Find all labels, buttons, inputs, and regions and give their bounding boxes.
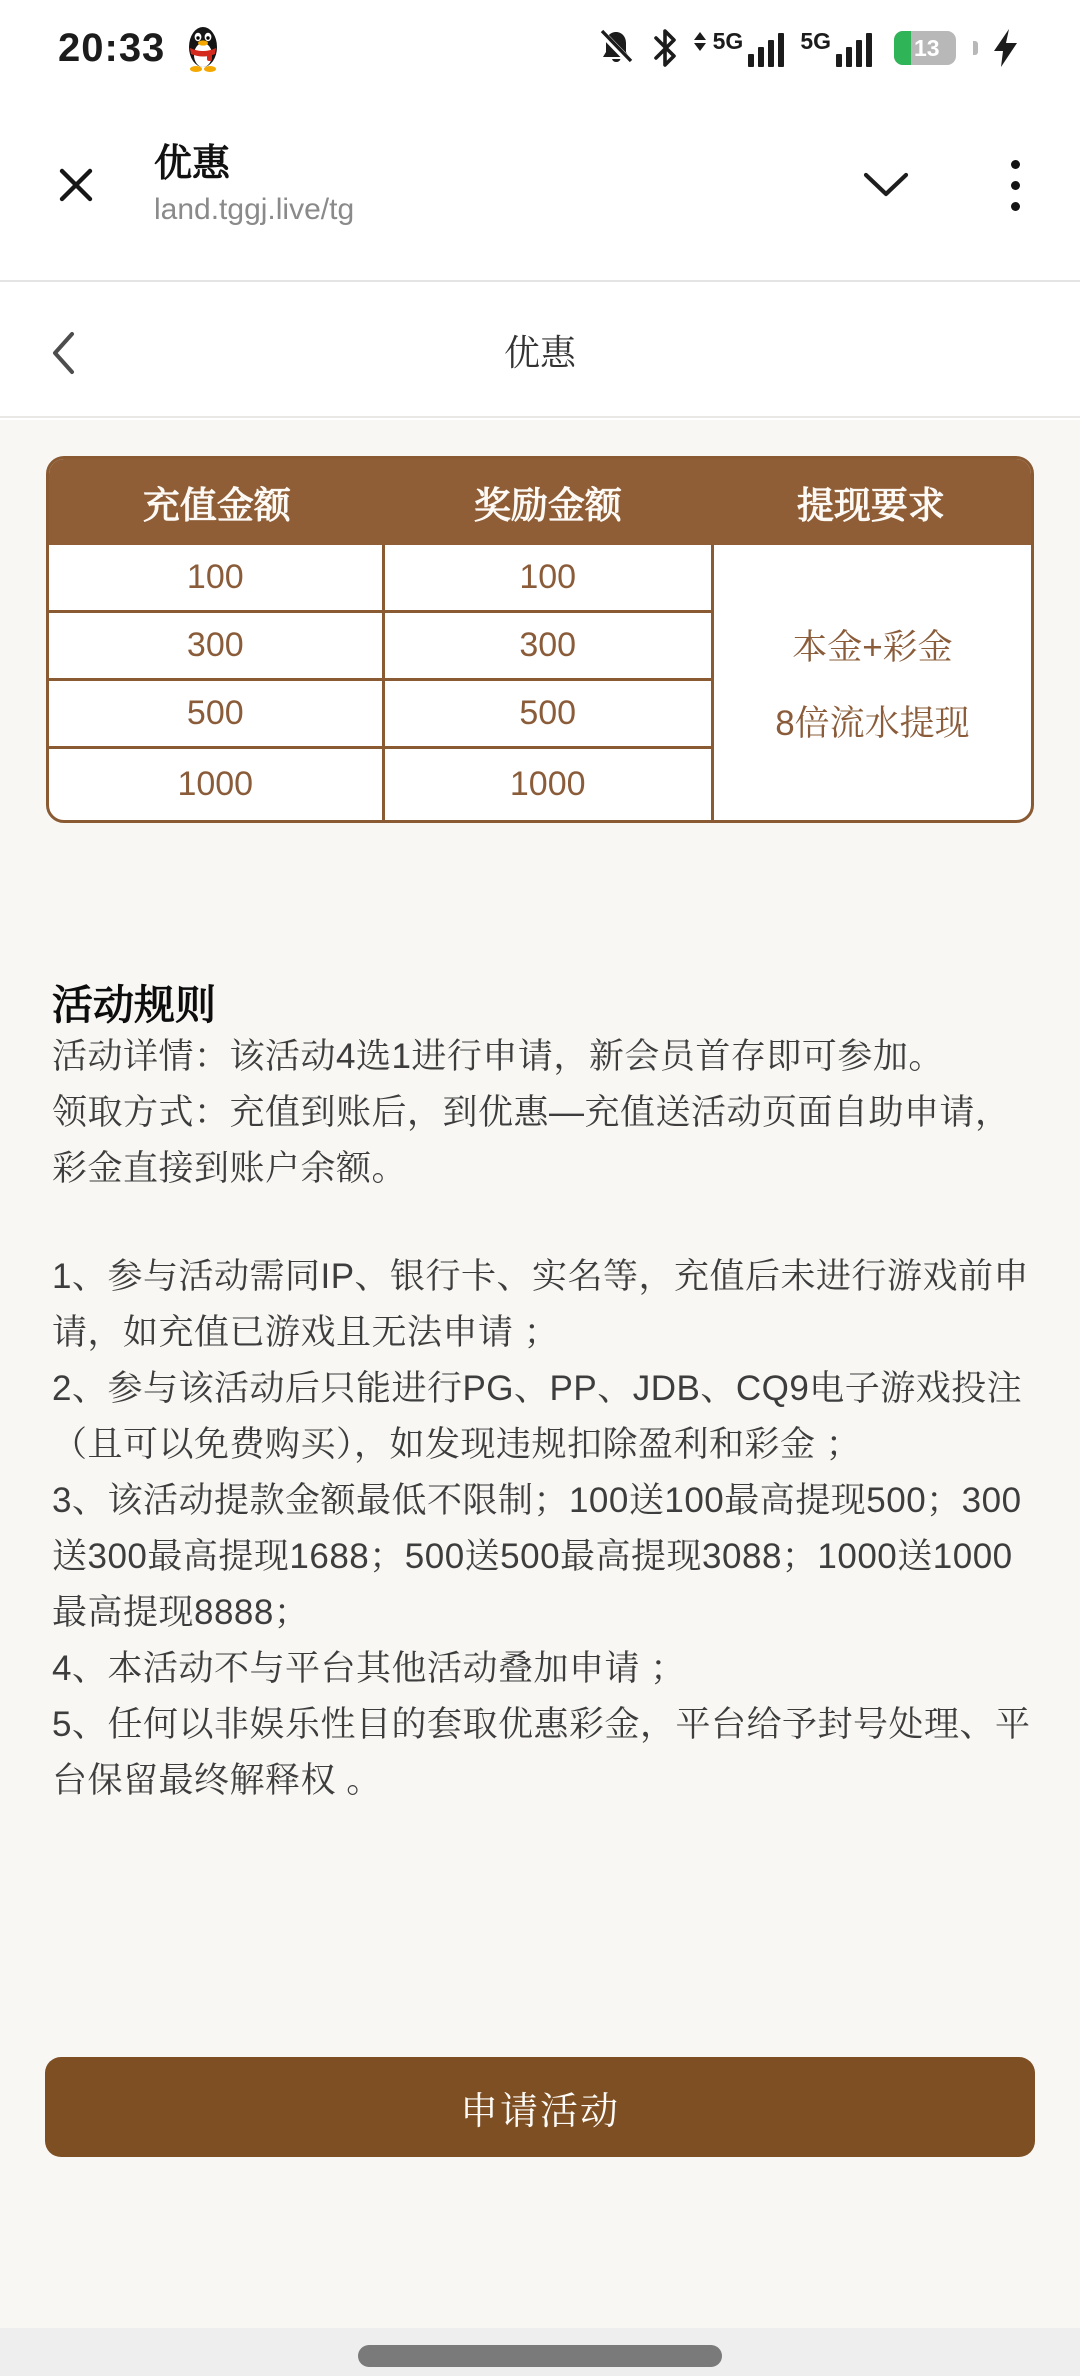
signal-sim1-icon (694, 27, 785, 67)
bottom-bar (0, 2328, 1080, 2376)
recharge-amount: 500 (49, 681, 385, 746)
data-arrows-icon (694, 32, 706, 51)
bonus-table-header (49, 459, 1031, 545)
table-row (49, 613, 711, 681)
col-header-reward: 奖励金额 (473, 485, 622, 526)
rules-detail-paragraph: 活动详情：该活动4选1进行申请，新会员首存即可参加。 (52, 1037, 944, 1076)
gesture-scrollbar-pill[interactable] (358, 2345, 722, 2367)
rule-item: 2、参与该活动后只能进行PG、PP、JDB、CQ9电子游戏投注（且可以免费购买），如发现违规扣除盈利和彩金 ； (52, 1369, 1023, 1464)
recharge-amount: 300 (49, 613, 385, 678)
bonus-table (46, 456, 1034, 823)
menu-kebab-icon[interactable] (1007, 156, 1024, 215)
table-row (49, 749, 711, 820)
bonus-table-body (49, 545, 1031, 820)
withdrawal-requirement-cell (711, 545, 1031, 820)
recharge-amount: 1000 (49, 749, 385, 820)
table-row (49, 681, 711, 749)
rule-item: 3、该活动提款金额最低不限制；100送100最高提现500；300送300最高提现1688；500送500最高提现3088；1000送1000最高提现8888； (52, 1481, 1022, 1632)
reward-amount: 500 (519, 694, 577, 732)
battery-fill (894, 31, 911, 65)
status-right (596, 28, 1018, 68)
battery-percent: 13 (914, 35, 940, 61)
table-row (49, 545, 711, 613)
clock: 20:33 (58, 25, 166, 70)
reward-amount: 300 (519, 626, 577, 664)
col-header-recharge: 充值金额 (142, 485, 291, 526)
content-area (0, 420, 1080, 2328)
page-title: 优惠 (503, 331, 576, 373)
status-left (58, 23, 223, 73)
back-button[interactable] (48, 328, 78, 378)
page-title-block[interactable] (154, 144, 354, 227)
rules-heading: 活动规则 (52, 982, 216, 1028)
requirement-line: 8倍流水提现 (775, 703, 970, 743)
rule-item: 4、本活动不与平台其他活动叠加申请 ； (52, 1649, 686, 1688)
reward-amount: 1000 (509, 765, 586, 803)
browser-page-title: 优惠 (154, 142, 231, 185)
requirement-line: 本金+彩金 (792, 627, 953, 667)
battery-nub (973, 41, 978, 55)
apply-activity-button[interactable]: 申请活动 (45, 2057, 1035, 2157)
rules-claim-paragraph: 领取方式：充值到账后，到优惠—充值送活动页面自助申请，彩金直接到账户余额。 (52, 1093, 1011, 1188)
bluetooth-icon (652, 28, 678, 68)
recharge-amount: 100 (49, 545, 385, 610)
rule-item: 5、任何以非娱乐性目的套取优惠彩金，平台给予封号处理、平台保留最终解释权 。 (52, 1705, 1031, 1800)
browser-url: land.tggj.live/tg (154, 193, 355, 227)
rules-section (52, 981, 1038, 1809)
qq-penguin-icon (183, 23, 223, 73)
network-type-label: 5G (800, 27, 831, 54)
notifications-muted-icon (596, 28, 636, 68)
reward-amount: 100 (519, 558, 577, 596)
browser-actions (863, 156, 1024, 215)
browser-header (0, 90, 1080, 282)
battery-icon (894, 31, 956, 65)
col-header-requirement: 提现要求 (796, 485, 945, 526)
close-icon[interactable] (54, 163, 98, 207)
network-type-label: 5G (712, 27, 744, 54)
page-nav (0, 284, 1080, 418)
rules-list (52, 1249, 1038, 1809)
signal-sim2-icon (800, 27, 872, 67)
rule-item: 1、参与活动需同IP、银行卡、实名等，充值后未进行游戏前申请，如充值已游戏且无法申请 ； (52, 1257, 1030, 1352)
bonus-table-rows (49, 545, 711, 820)
status-bar (0, 0, 1080, 90)
chevron-down-icon[interactable] (863, 172, 909, 198)
charging-bolt-icon (994, 29, 1018, 67)
